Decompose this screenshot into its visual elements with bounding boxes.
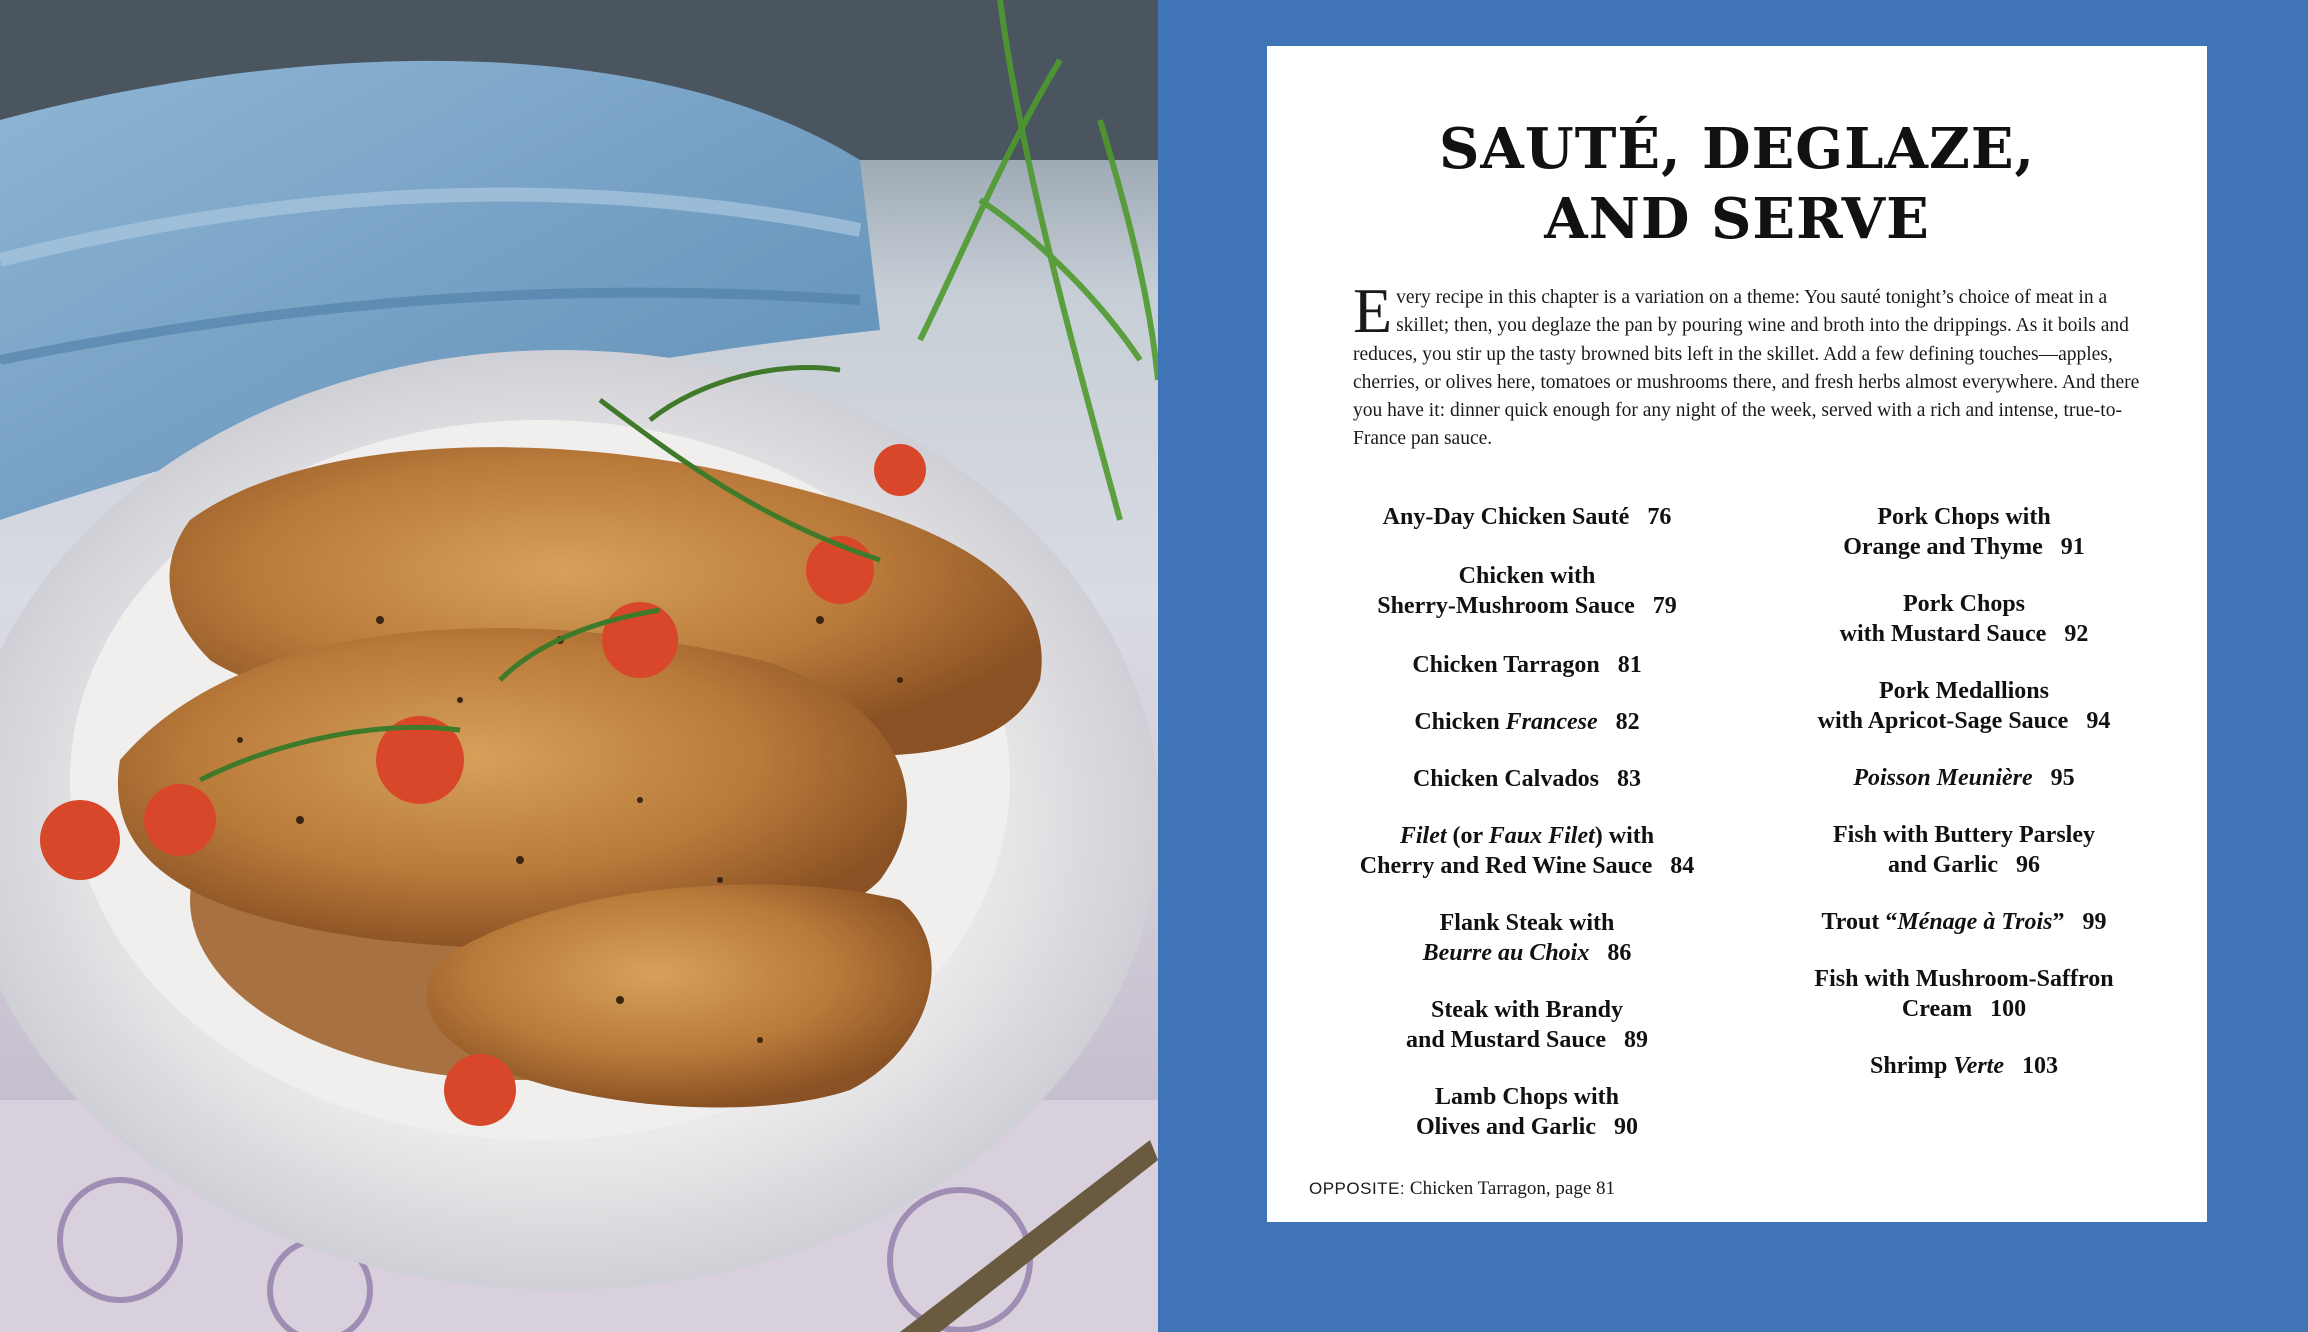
toc-page: 92 <box>2064 621 2089 647</box>
toc-title-2: with Mustard Sauce <box>1839 621 2047 647</box>
toc-title-2: Sherry-Mushroom Sauce <box>1377 593 1635 619</box>
toc-item <box>1317 561 1737 621</box>
toc-page: 100 <box>1990 996 2027 1022</box>
toc-page: 84 <box>1670 853 1695 879</box>
toc-title: Chicken with <box>1458 563 1596 589</box>
toc-item <box>1317 1082 1737 1142</box>
caption-text: Chicken Tarragon, page 81 <box>1405 1178 1616 1199</box>
toc-title-2: Cream <box>1901 996 1973 1022</box>
toc-page: 89 <box>1624 1027 1649 1053</box>
toc-title-italic: Ménage à Trois <box>1897 909 2053 935</box>
toc-page: 83 <box>1617 766 1642 792</box>
toc-title-2: with Apricot-Sage Sauce <box>1817 708 2069 734</box>
toc-title-italic: Verte <box>1953 1053 2005 1079</box>
photo-caption <box>1309 1178 1615 1200</box>
toc-item <box>1754 1051 2174 1081</box>
toc-page: 86 <box>1607 940 1632 966</box>
toc-right-column <box>1754 502 2174 1081</box>
toc-item <box>1754 763 2174 793</box>
toc-page: 103 <box>2022 1053 2059 1079</box>
toc-item <box>1754 589 2174 649</box>
toc-title: ) with <box>1594 823 1655 849</box>
intro-text: very recipe in this chapter is a variation on a theme: You sauté tonight’s choice of meat in a skillet; then, you deglaze the pan by pouring wine and broth into the drippings. As it boils and reduces, you stir up the tasty browned bits left in the skillet. Add a few defining touches—apples, cherries, or olives here, tomatoes or mushrooms there, and fresh herbs almost everywhere. And there you have it: dinner quick enough for any night of the week, served with a rich and intense, true-to-France pan sauce. <box>1353 287 2140 450</box>
toc-title-2: Cherry and Red Wine Sauce <box>1359 853 1653 879</box>
toc-title: Pork Chops <box>1902 591 2026 617</box>
drop-cap: E <box>1353 275 1393 346</box>
toc-item <box>1317 707 1737 737</box>
toc-title-italic: Beurre au Choix <box>1422 940 1590 966</box>
toc-title: Chicken <box>1414 709 1506 735</box>
toc-title: Flank Steak with <box>1439 910 1615 936</box>
chapter-title-line2: AND SERVE <box>1544 186 1930 252</box>
toc-page: 94 <box>2086 708 2111 734</box>
chapter-intro <box>1353 275 2143 454</box>
toc-item <box>1317 821 1737 881</box>
toc-title: Chicken Tarragon <box>1412 652 1600 678</box>
toc-page: 95 <box>2050 765 2075 791</box>
chapter-title-line1: SAUTÉ, DEGLAZE, <box>1438 116 2036 182</box>
chapter-title <box>1267 114 2207 254</box>
toc-title: Pork Medallions <box>1878 678 2049 704</box>
toc-page: 96 <box>2016 852 2040 878</box>
toc-title: Chicken Calvados <box>1412 766 1600 792</box>
toc-page: 79 <box>1652 593 1677 619</box>
toc-title: Fish with Buttery Parsley <box>1833 822 2095 848</box>
toc-title-2: Olives and Garlic <box>1416 1114 1596 1140</box>
toc-item <box>1754 964 2174 1024</box>
toc-page: 90 <box>1614 1114 1638 1140</box>
toc-title-italic: Filet <box>1399 823 1447 849</box>
toc-title: Pork Chops with <box>1877 504 2051 530</box>
toc-title: Fish with Mushroom-Saffron <box>1814 966 2114 992</box>
chapter-page <box>1267 46 2207 1222</box>
toc-page: 76 <box>1647 504 1672 530</box>
toc-item <box>1317 995 1737 1055</box>
toc-title: Shrimp <box>1869 1053 1954 1079</box>
toc-title-italic: Faux Filet <box>1488 823 1595 849</box>
toc-title: Steak with Brandy <box>1430 997 1624 1023</box>
toc-item <box>1754 820 2174 880</box>
toc-title-italic: Poisson Meunière <box>1853 765 2033 791</box>
toc-page: 99 <box>2082 909 2107 935</box>
toc-item <box>1317 764 1737 794</box>
toc-page: 91 <box>2060 534 2085 560</box>
toc-item <box>1317 908 1737 968</box>
toc-item <box>1754 502 2174 562</box>
toc-item <box>1754 676 2174 736</box>
toc-title-2: Orange and Thyme <box>1843 534 2043 560</box>
toc-title: (or <box>1446 823 1489 849</box>
toc-item <box>1317 650 1737 680</box>
toc-title-italic: Francese <box>1505 709 1598 735</box>
toc-title-2: and Mustard Sauce <box>1405 1027 1607 1053</box>
toc-title: Trout “ <box>1821 909 1898 935</box>
toc-page: 82 <box>1615 709 1640 735</box>
toc-item <box>1317 502 1737 532</box>
toc-title: Lamb Chops with <box>1434 1084 1620 1110</box>
toc-title: Any-Day Chicken Sauté <box>1382 504 1630 530</box>
toc-title: ” <box>2052 909 2065 935</box>
toc-title-2: and Garlic <box>1887 852 1998 878</box>
caption-lead: OPPOSITE: <box>1309 1179 1406 1198</box>
toc-page: 81 <box>1617 652 1642 678</box>
toc-left-column <box>1317 502 1737 1142</box>
toc-item <box>1754 907 2174 937</box>
